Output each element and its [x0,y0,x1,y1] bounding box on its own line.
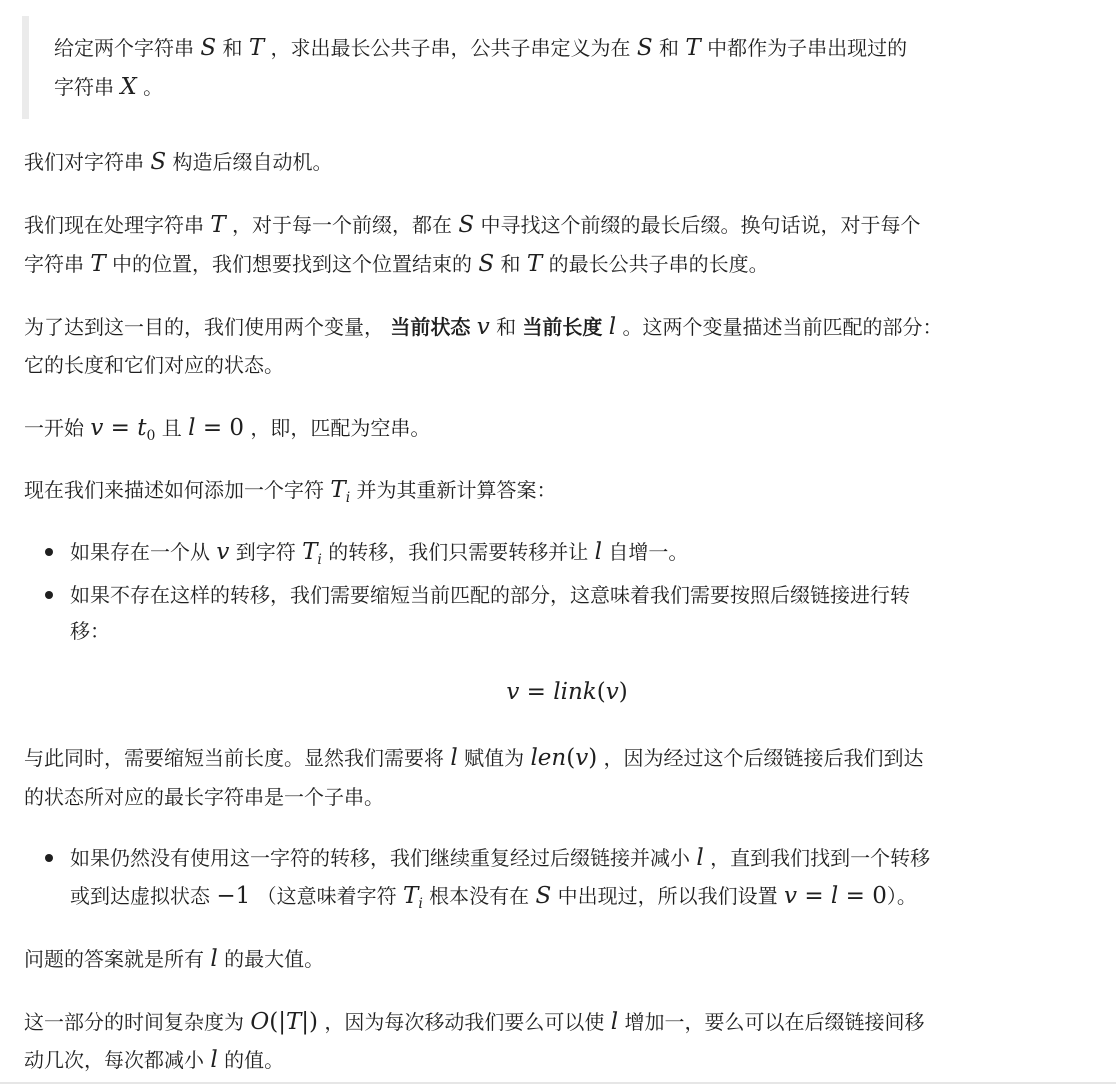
text: 或到达虚拟状态 [70,884,217,908]
text: 一开始 [24,416,91,440]
math-subscript-0: 0 [146,428,156,444]
math-paren-close: ) [588,745,598,771]
paragraph-3-line-2 [24,349,284,381]
math-subscript-i: i [345,490,351,506]
text: 给定两个字符串 [54,36,201,60]
math-equals: = [797,883,831,909]
math-T: T [526,251,543,277]
bullet-3-line-1 [70,842,930,874]
math-paren-open: ( [566,745,576,771]
math-S: S [478,251,495,277]
math-l: l [696,845,704,871]
text: 根本没有在 [422,884,536,908]
paragraph-1 [24,146,332,178]
text: 和 [489,315,523,339]
math-l: l [210,946,218,972]
text: 的状态所对应的最长字符串是一个子串。 [24,785,384,809]
blockquote-line-1 [54,32,907,64]
text: 中都作为子串出现过的 [700,36,908,60]
text: 如果存在一个从 [70,540,217,564]
math-T: T [685,35,701,61]
math-l: l [450,745,458,771]
bullet-dot [45,854,53,862]
text: 自增一。 [601,540,689,564]
text: 到字符 [229,540,303,564]
text: 的值。 [217,1048,285,1072]
paragraph-2-line-2 [24,248,769,280]
math-S: S [636,35,653,61]
math-l: l [188,415,196,441]
math-T: T [90,251,106,277]
text: 并为其重新计算答案： [350,478,557,502]
math-v: v [90,415,104,441]
bullet-1 [70,536,688,568]
math-zero: 0 [229,415,245,441]
text: 。 [136,75,164,99]
math-T: T [402,883,419,909]
text: 和 [652,36,686,60]
text: 与此同时，需要缩短当前长度。显然我们需要将 [24,746,451,770]
bullet-3-line-2 [70,880,917,912]
math-l: l [594,539,602,565]
text: ，直到我们找到一个转移 [703,846,931,870]
text: 。这两个变量描述当前匹配的部分： [616,315,943,339]
math-v: v [506,679,520,705]
paragraph-7 [24,943,324,975]
paragraph-6-line-2 [24,781,384,813]
text: 它的长度和它们对应的状态。 [24,353,284,377]
text: 问题的答案就是所有 [24,947,211,971]
math-subscript-i: i [317,552,322,568]
text: ）。 [886,884,917,908]
paragraph-8-line-1 [24,1006,924,1038]
math-l: l [608,314,617,340]
math-S: S [458,212,475,238]
text: 且 [155,416,189,440]
text: 的最长公共子串的长度。 [542,252,769,276]
paragraph-8-line-2 [24,1044,284,1076]
text: 和 [216,36,249,60]
math-abs-open: (| [269,1009,286,1035]
blockquote-line-2 [54,71,163,103]
math-T: T [330,477,346,503]
text: 中寻找这个前缀的最长后缀。换句话说，对于每个 [474,213,921,237]
paragraph-3-line-1 [24,311,943,343]
math-T: T [210,212,226,238]
math-equals: = [519,679,554,705]
math-S: S [150,149,167,175]
text: 我们对字符串 [24,150,151,174]
bullet-2-line-2 [70,615,110,647]
text: 动几次，每次都减小 [24,1048,211,1072]
math-link: link [553,679,597,705]
math-v: v [784,883,798,909]
bullet-dot [45,548,53,556]
blockquote-bar [22,16,29,119]
text: 字符串 [54,75,121,99]
paragraph-5 [24,474,557,506]
math-subscript-i: i [418,896,423,912]
math-len: len [530,745,567,771]
paragraph-2-line-1 [24,209,921,241]
text: 的转移，我们只需要转移并让 [321,540,595,564]
math-l: l [830,883,839,909]
text: ，求出最长公共子串，公共子串定义为在 [264,36,637,60]
text: 如果仍然没有使用这一字符的转移，我们继续重复经过后缀链接并减小 [70,846,697,870]
bullet-2-line-1 [70,579,910,611]
text: 我们现在处理字符串 [24,213,211,237]
text: 增加一，要么可以在后缀链接间移 [618,1010,925,1034]
text: 构造后缀自动机。 [166,150,333,174]
math-v: v [476,314,490,340]
math-equals: = [195,415,230,441]
math-equals: = [838,883,873,909]
text: 中出现过，所以我们设置 [551,884,785,908]
math-T: T [302,539,318,565]
math-S: S [535,883,552,909]
math-paren-open: ( [596,679,606,705]
text: ，对于每一个前缀，都在 [225,213,459,237]
math-abs-close: |) [301,1009,319,1035]
math-S: S [200,35,217,61]
text: 字符串 [24,252,91,276]
bold-current-length: 当前长度 [522,315,603,339]
text: 如果不存在这样的转移，我们需要缩短当前匹配的部分，这意味着我们需要按照后缀链接进行转 [70,583,910,607]
text: ，因为每次移动我们要么可以使 [318,1010,611,1034]
math-T: T [248,35,265,61]
text: 的最大值。 [217,947,325,971]
bold-current-state: 当前状态 [390,315,471,339]
math-l: l [210,1047,218,1073]
text: 中的位置，我们想要找到这个位置结束的 [105,252,479,276]
text: 赋值为 [457,746,531,770]
text: 现在我们来描述如何添加一个字符 [24,478,331,502]
math-v: v [216,539,230,565]
text: 移： [70,619,110,643]
math-paren-close: ) [618,679,628,705]
math-O: O [250,1009,270,1035]
math-equals: = [103,415,138,441]
math-zero: 0 [872,883,887,909]
math-minus-one: −1 [216,883,251,909]
display-formula [0,676,1116,708]
text: 这一部分的时间复杂度为 [24,1010,251,1034]
math-T: T [285,1009,302,1035]
bullet-dot [45,591,53,599]
math-X: X [120,74,137,100]
paragraph-6-line-1 [24,742,924,774]
math-t: t [137,415,147,441]
text: ，即，匹配为空串。 [244,416,431,440]
text: ，因为经过这个后缀链接后我们到达 [597,746,924,770]
paragraph-4 [24,412,430,444]
text: （这意味着字符 [250,884,403,908]
math-v: v [605,679,619,705]
math-v: v [575,745,589,771]
text: 和 [494,252,527,276]
text: 为了达到这一目的，我们使用两个变量， [24,315,391,339]
math-l: l [610,1009,619,1035]
